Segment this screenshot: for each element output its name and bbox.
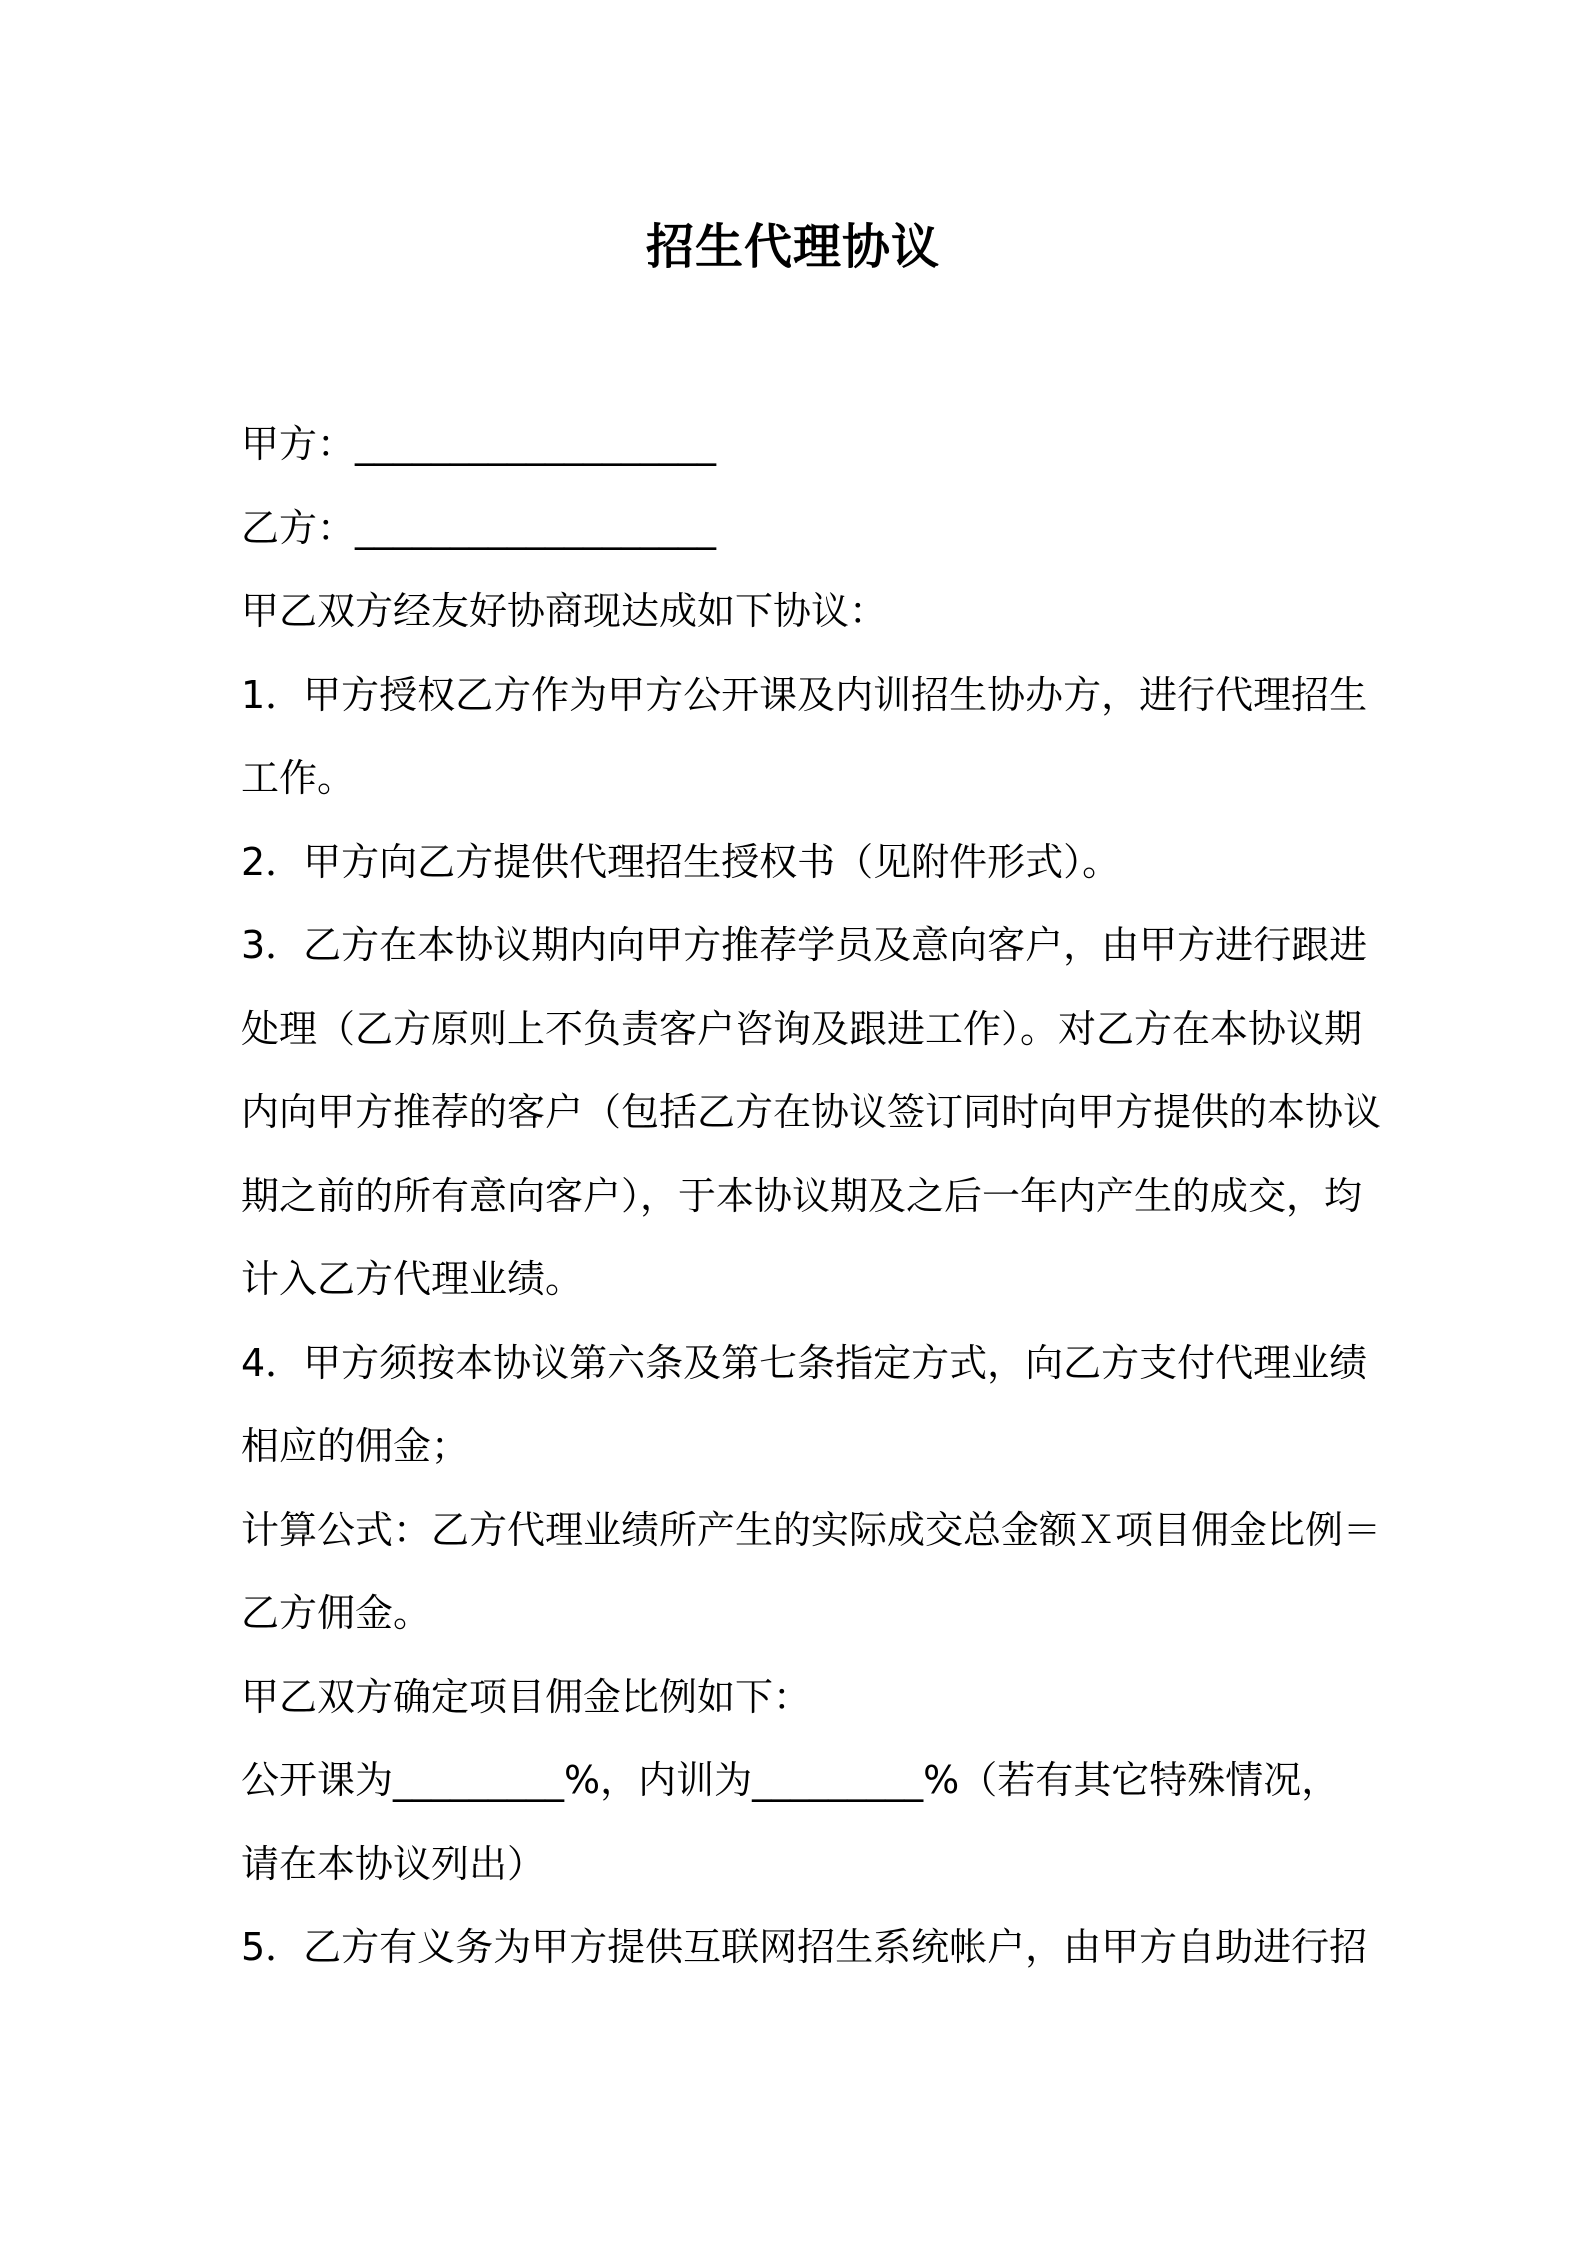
line-text: 期之前的所有意向客户），于本协议期及之后一年内产生的成交，均 — [241, 1173, 1363, 1218]
party-a-line — [241, 403, 1361, 487]
line-text: 处理（乙方原则上不负责客户咨询及跟进工作）。对乙方在本协议期 — [241, 1006, 1363, 1051]
formula-line — [241, 1572, 1361, 1656]
line-text: 3．乙方在本协议期内向甲方推荐学员及意向客户，由甲方进行跟进 — [241, 923, 1368, 967]
clause-1-line — [241, 737, 1361, 821]
commission-rate-line — [241, 1823, 1361, 1907]
document-title: 招生代理协议 — [645, 219, 940, 275]
clause-3-line — [241, 1071, 1382, 1155]
document-body — [241, 403, 1382, 1990]
clause-3-line — [241, 1238, 1361, 1322]
line-text: 甲乙双方经友好协商现达成如下协议： — [241, 589, 888, 633]
line-text: 请在本协议列出） — [241, 1841, 546, 1886]
line-text: 乙方佣金。 — [241, 1591, 432, 1635]
commission-rate-line — [241, 1739, 1361, 1823]
line-text: 公开课为_________%，内训为_________%（若有其它特殊情况， — [241, 1758, 1340, 1802]
line-text: 4．甲方须按本协议第六条及第七条指定方式，向乙方支付代理业绩 — [241, 1340, 1368, 1385]
clause-4-line — [241, 1405, 1361, 1489]
line-text: 甲乙双方确定项目佣金比例如下： — [241, 1674, 812, 1719]
line-text: 乙方：___________________ — [241, 505, 717, 550]
line-text: 甲方：___________________ — [241, 422, 717, 466]
clause-3-line — [241, 904, 1368, 988]
commission-intro-line — [241, 1656, 1361, 1740]
clause-5-line — [241, 1906, 1368, 1990]
line-text: 计算公式：乙方代理业绩所产生的实际成交总金额Ｘ项目佣金比例＝ — [241, 1507, 1382, 1552]
clause-3-line — [241, 988, 1361, 1072]
party-b-line — [241, 487, 1361, 571]
clause-2-line — [241, 821, 1361, 905]
clause-1-line — [241, 654, 1368, 738]
line-text: 2．甲方向乙方提供代理招生授权书（见附件形式）。 — [241, 839, 1121, 884]
clause-4-line — [241, 1322, 1368, 1406]
line-text: 1．甲方授权乙方作为甲方公开课及内训招生协办方，进行代理招生 — [241, 672, 1368, 717]
line-text: 内向甲方推荐的客户（包括乙方在协议签订同时向甲方提供的本协议 — [241, 1090, 1382, 1134]
formula-line — [241, 1489, 1382, 1573]
line-text: 相应的佣金； — [241, 1424, 470, 1468]
clause-3-line — [241, 1155, 1361, 1239]
agreement-intro-line — [241, 570, 1361, 654]
line-text: 计入乙方代理业绩。 — [241, 1257, 584, 1301]
line-text: 5．乙方有义务为甲方提供互联网招生系统帐户，由甲方自助进行招 — [241, 1925, 1368, 1969]
line-text: 工作。 — [241, 756, 356, 800]
